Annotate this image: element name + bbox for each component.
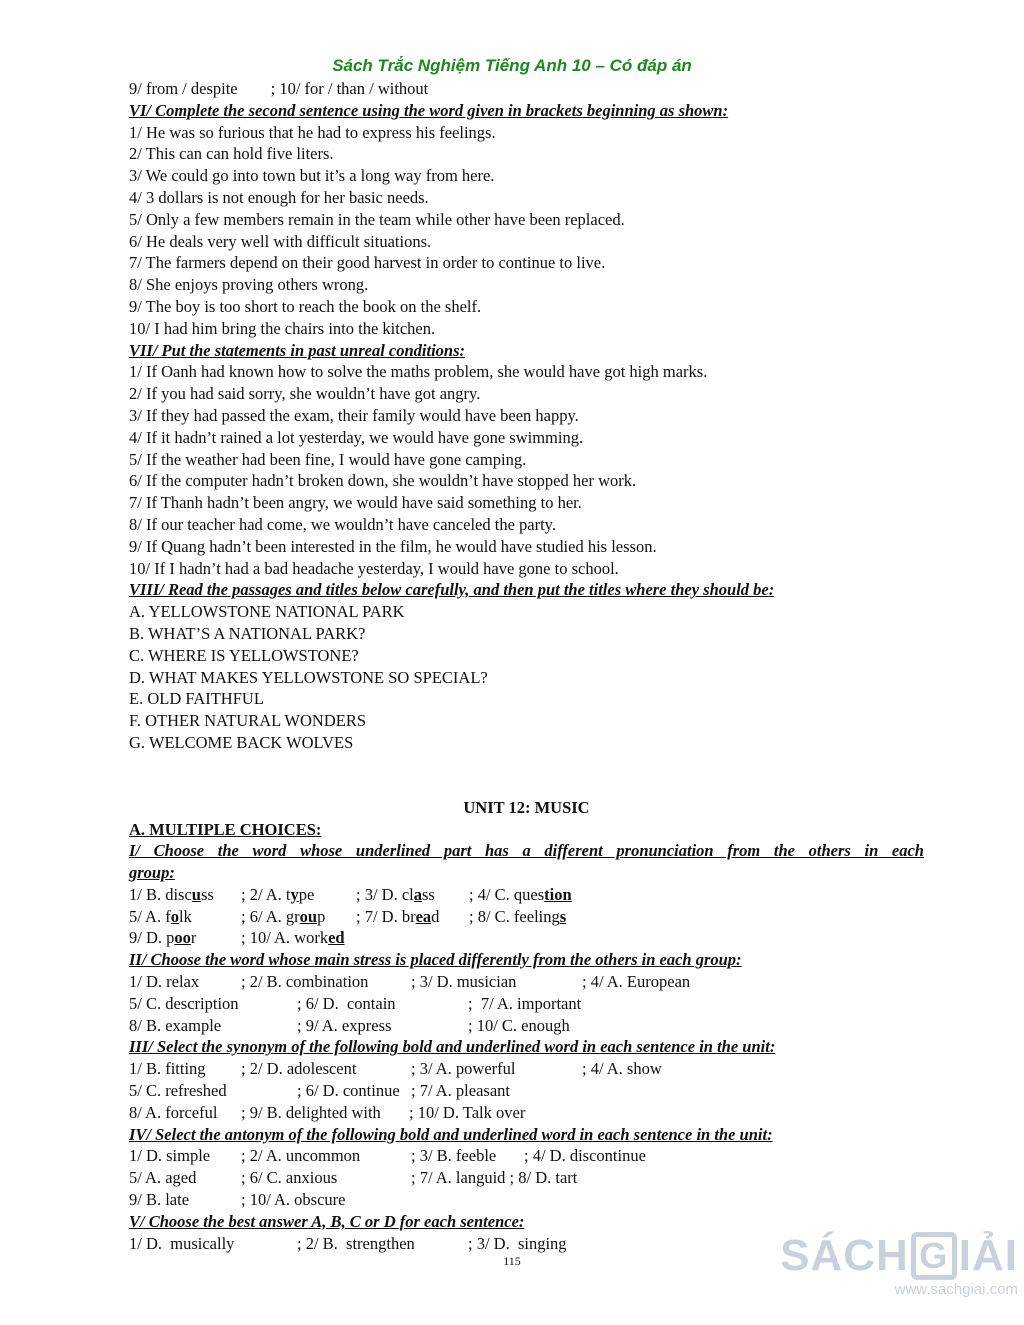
answer-cell: ; 6/ A. group [241,906,326,926]
watermark-url[interactable]: www.sachgiai.com [894,1281,1018,1298]
answer-cell: 5/ A. folk [129,906,192,926]
logo-box-icon: G [911,1232,957,1280]
section-heading-vi: VI/ Complete the second sentence using the word given in brackets beginning as shown: [129,100,729,120]
answer-cell: ; 4/ C. question [469,884,572,904]
answer-cell: 1/ B. fitting [129,1059,206,1079]
section-heading-vii: VII/ Put the statements in past unreal conditions: [129,340,466,360]
answer-cell: 1/ B. discuss [129,884,214,904]
answer-line: 9/ from / despite ; 10/ for / than / without [129,79,429,98]
answer-row [129,1145,924,1167]
list-item: 6/ He deals very well with difficult situations. [129,231,432,251]
answer-cell: ; 7/ A. pleasant [411,1081,510,1101]
list-item: 7/ If Thanh hadn’t been angry, we would have said something to her. [129,493,582,513]
answer-row [129,906,924,928]
list-item: 10/ I had him bring the chairs into the kitchen. [129,318,436,338]
list-item: 2/ This can can hold five liters. [129,144,334,164]
answer-row [129,1080,924,1102]
answer-cell: 8/ A. forceful [129,1102,218,1122]
unit-title: UNIT 12: MUSIC [463,797,590,817]
answer-cell: ; 7/ A. important [468,993,582,1013]
list-item: B. WHAT’S A NATIONAL PARK? [129,623,366,643]
answer-cell: 1/ D. relax [129,972,200,992]
watermark[interactable] [780,1232,1018,1300]
answer-cell: 5/ C. refreshed [129,1081,227,1101]
page-content [129,78,924,1254]
answer-cell: ; 7/ A. languid ; 8/ D. tart [411,1168,578,1188]
answer-row [129,927,924,949]
answer-cell: ; 4/ A. European [582,972,691,992]
answer-cell: ; 2/ A. uncommon [241,1146,361,1166]
list-item: 4/ If it hadn’t rained a lot yesterday, we would have gone swimming. [129,427,584,447]
answer-cell: 5/ C. description [129,993,239,1013]
list-item: C. WHERE IS YELLOWSTONE? [129,645,359,665]
answer-cell: ; 2/ B. combination [241,972,369,992]
answer-cell: ; 3/ D. singing [468,1233,567,1253]
section-heading-ii: II/ Choose the word whose main stress is placed differently from the others in each group: [129,950,742,970]
list-item: 5/ Only a few members remain in the team while other have been replaced. [129,209,625,229]
answer-cell: 9/ B. late [129,1190,190,1210]
list-item: 3/ If they had passed the exam, their family would have been happy. [129,405,579,425]
answer-row [129,993,924,1015]
answer-cell: ; 10/ C. enough [468,1015,570,1035]
list-item: E. OLD FAITHFUL [129,689,264,709]
list-item: 3/ We could go into town but it’s a long way from here. [129,166,495,186]
list-item: A. YELLOWSTONE NATIONAL PARK [129,602,405,622]
list-item: 1/ If Oanh had known how to solve the maths problem, she would have got high marks. [129,362,708,382]
answer-row [129,1058,924,1080]
answer-row [129,1189,924,1211]
answer-cell: 5/ A. aged [129,1168,197,1188]
list-item: 5/ If the weather had been fine, I would have gone camping. [129,449,527,469]
answer-cell: 8/ B. example [129,1015,222,1035]
answer-cell: ; 2/ B. strengthen [297,1233,415,1253]
answer-row [129,1102,924,1124]
running-header: Sách Trắc Nghiệm Tiếng Anh 10 – Có đáp án [332,56,692,75]
answer-cell: ; 10/ A. worked [241,928,345,948]
answer-cell: ; 4/ D. discontinue [524,1146,646,1166]
section-heading-i-cont: group: [129,863,175,883]
list-item: 9/ If Quang hadn’t been interested in the film, he would have studied his lesson. [129,536,657,556]
list-item: 1/ He was so furious that he had to express his feelings. [129,122,496,142]
list-item: 8/ She enjoys proving others wrong. [129,275,369,295]
part-a-heading: A. MULTIPLE CHOICES: [129,819,322,839]
section-heading-iii: III/ Select the synonym of the following bold and underlined word in each sentence in the unit: [129,1037,776,1057]
section-heading-viii: VIII/ Read the passages and titles below carefully, and then put the titles where they should be: [129,580,775,600]
list-item: 9/ The boy is too short to reach the book on the shelf. [129,296,482,316]
list-item: 4/ 3 dollars is not enough for her basic needs. [129,187,429,207]
answer-cell: ; 7/ D. bread [356,906,440,926]
answer-cell: 1/ D. musically [129,1233,235,1253]
list-item: 6/ If the computer hadn’t broken down, she wouldn’t have stopped her work. [129,471,637,491]
list-item: 2/ If you had said sorry, she wouldn’t have got angry. [129,384,481,404]
answer-cell: ; 6/ D. continue [297,1081,400,1101]
list-item: F. OTHER NATURAL WONDERS [129,711,367,731]
answer-cell: ; 6/ C. anxious [241,1168,338,1188]
list-item: 7/ The farmers depend on their good harvest in order to continue to live. [129,253,606,273]
list-item: 10/ If I hadn’t had a bad headache yesterday, I would have gone to school. [129,558,619,578]
answer-cell: 1/ D. simple [129,1146,211,1166]
answer-cell: ; 3/ B. feeble [411,1146,497,1166]
answer-cell: ; 2/ A. type [241,884,315,904]
answer-cell: ; 2/ D. adolescent [241,1059,357,1079]
answer-cell: ; 3/ D. musician [411,972,517,992]
list-item: D. WHAT MAKES YELLOWSTONE SO SPECIAL? [129,667,488,687]
section-heading-v: V/ Choose the best answer A, B, C or D for each sentence: [129,1211,525,1231]
answer-cell: ; 10/ D. Talk over [409,1102,526,1122]
watermark-logo: SÁCH G IẢI [780,1231,1018,1280]
answer-row [129,1167,924,1189]
list-item: G. WELCOME BACK WOLVES [129,732,354,752]
answer-cell: ; 4/ A. show [582,1059,662,1079]
answer-row [129,884,924,906]
answer-cell: ; 3/ D. class [356,884,435,904]
page-number: 115 [503,1254,521,1268]
answer-row [129,1015,924,1037]
section-heading-iv: IV/ Select the antonym of the following bold and underlined word in each sentence in the unit: [129,1124,773,1144]
answer-cell: ; 9/ A. express [297,1015,392,1035]
answer-cell: ; 8/ C. feelings [469,906,567,926]
answer-row [129,971,924,993]
spacer [129,754,924,797]
answer-cell: ; 6/ D. contain [297,993,396,1013]
answer-cell: ; 9/ B. delighted with [241,1102,381,1122]
answer-cell: ; 10/ A. obscure [241,1190,346,1210]
answer-cell: 9/ D. poor [129,928,197,948]
answer-cell: ; 3/ A. powerful [411,1059,516,1079]
section-heading-i: I/ Choose the word whose underlined part has a different pronunciation from the others in each [129,841,924,861]
list-item: 8/ If our teacher had come, we wouldn’t have canceled the party. [129,514,556,534]
